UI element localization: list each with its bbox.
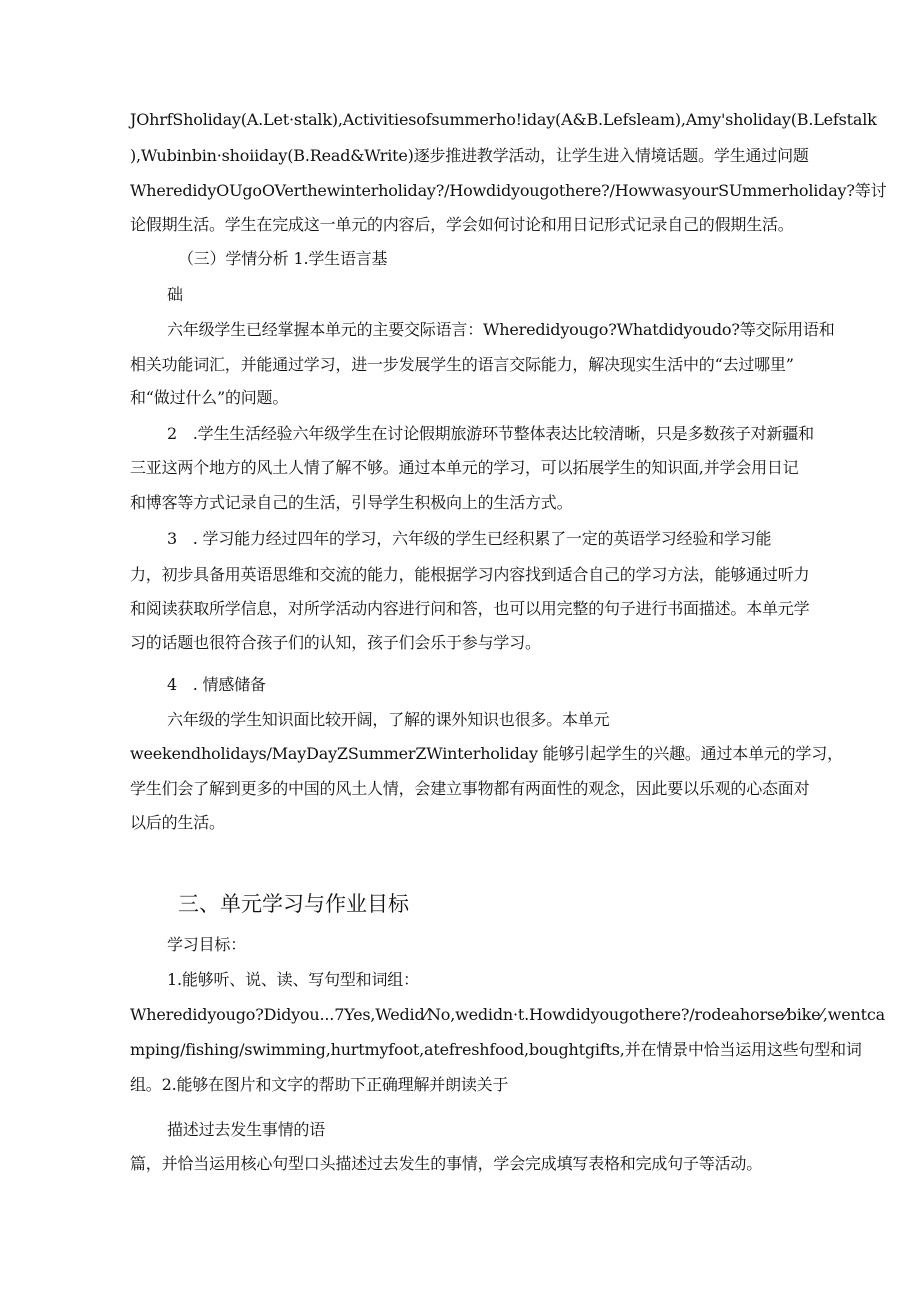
language-para-line-1: 六年级学生已经掌握本单元的主要交际语言：Wheredidyougo?Whatdidyoudo?等交际用语和 <box>167 320 835 339</box>
language-para-line-3: 和“做过什么”的问题。 <box>130 388 289 407</box>
section-heading: 三、单元学习与作业目标 <box>178 892 409 916</box>
overview-line-4: 论假期生活。学生在完成这一单元的内容后，学会如何讨论和用日记形式记录自己的假期生活。 <box>130 215 794 234</box>
goal2-line-1: 描述过去发生事情的语 <box>167 1120 326 1139</box>
emotion-para-line-3: 学生们会了解到更多的中国的风土人情，会建立事物都有两面性的观念，因此要以乐观的心态面对 <box>130 779 810 798</box>
goal1-para-line-3: 组。2.能够在图片和文字的帮助下正确理解并朗读关于 <box>130 1075 509 1094</box>
emotion-para-line-2: weekendholidays/MayDayZSummerZWinterholiday 能够引起学生的兴趣。通过本单元的学习， <box>130 744 843 763</box>
experience-para-line-1: 2 .学生生活经验六年级学生在讨论假期旅游环节整体表达比较清晰，只是多数孩子对新疆和 <box>167 424 814 443</box>
experience-para-line-2: 三亚这两个地方的风土人情了解不够。通过本单元的学习，可以拓展学生的知识面,并学会用日记 <box>130 458 799 477</box>
goal1-title: 1.能够听、说、读、写句型和词组： <box>167 970 419 989</box>
overview-line-2: ),Wubinbin·shoiiday(B.Read&Write)逐步推进教学活动，让学生进入情境话题。学生通过问题 <box>130 146 809 165</box>
goal1-para-line-2: mping/fishing/swimming,hurtmyfoot,atefreshfood,boughtgifts,并在情景中恰当运用这些句型和词 <box>130 1040 862 1059</box>
goal2-line-2: 篇，并恰当运用核心句型口头描述过去发生的事情，学会完成填写表格和完成句子等活动。 <box>130 1154 763 1173</box>
overview-line-3: WheredidyOUgoOVerthewinterholiday?/Howdidyougothere?/HowwasyourSUmmerholiday?等讨 <box>130 181 887 200</box>
ability-para-line-4: 习的话题也很符合孩子们的认知，孩子们会乐于参与学习。 <box>130 633 541 652</box>
overview-line-1: JOhrfSholiday(A.Let·stalk),Activitiesofsummerho!iday(A&B.Lefsleam),Amy'sholiday(B.Lefstalk <box>130 110 877 129</box>
goal1-para-line-1: Wheredidyougo?Didyou...7Yes,Wedid⁄No,wedidn·t.Howdidyougothere?/rodeahorse⁄bike⁄,wentca <box>130 1005 885 1024</box>
learner-analysis-title-cont: 础 <box>167 285 183 304</box>
ability-para-line-2: 力，初步具备用英语思维和交流的能力，能根据学习内容找到适合自己的学习方法，能够通过听力 <box>130 565 810 584</box>
emotion-para-line-4: 以后的生活。 <box>130 813 225 832</box>
ability-para-line-1: 3 . 学习能力经过四年的学习，六年级的学生已经积累了一定的英语学习经验和学习能 <box>167 529 772 548</box>
emotion-title: 4 . 情感储备 <box>167 675 266 694</box>
ability-para-line-3: 和阅读获取所学信息，对所学活动内容进行问和答，也可以用完整的句子进行书面描述。本单元学 <box>130 599 810 618</box>
goal-label: 学习目标： <box>167 935 247 954</box>
language-para-line-2: 相关功能词汇，并能通过学习，进一步发展学生的语言交际能力，解决现实生活中的“去过哪里” <box>130 355 794 374</box>
experience-para-line-3: 和博客等方式记录自己的生活，引导学生积极向上的生活方式。 <box>130 493 573 512</box>
emotion-para-line-1: 六年级的学生知识面比较开阔，了解的课外知识也很多。本单元 <box>167 710 610 729</box>
learner-analysis-title: （三）学情分析 1.学生语言基 <box>178 249 388 268</box>
